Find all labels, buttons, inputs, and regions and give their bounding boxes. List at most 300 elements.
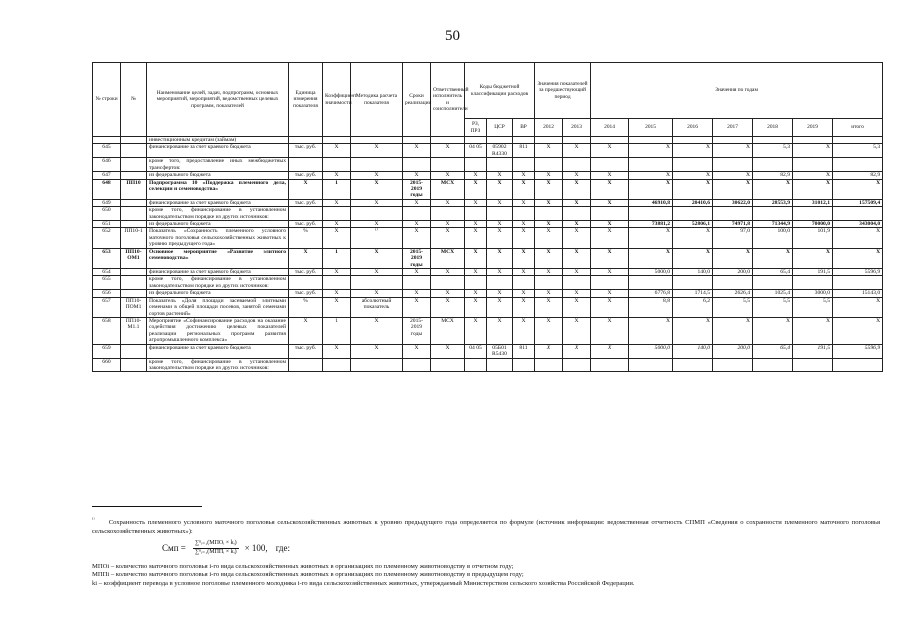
cell-total: 5,3	[833, 144, 883, 158]
cell-row-no: 654	[93, 269, 121, 276]
cell-2018: 65,4	[753, 269, 793, 276]
cell-2013: X	[563, 290, 591, 297]
cell-vr	[513, 276, 535, 290]
cell-total	[833, 207, 883, 221]
cell-csr: X	[487, 317, 513, 344]
cell-2012: X	[535, 317, 563, 344]
footnote-text	[92, 518, 880, 536]
cell-row-no: 656	[93, 290, 121, 297]
cell-vr: 811	[513, 144, 535, 158]
col-year-2015: 2015	[629, 119, 673, 137]
cell-coef: X	[323, 344, 351, 358]
cell-executor	[431, 207, 465, 221]
col-unit: Единица измерения показателя	[289, 63, 323, 137]
col-prior-values: Значения показателей за предшествующий период	[535, 63, 591, 119]
cell-2019: 191,5	[793, 344, 833, 358]
cell-total	[833, 358, 883, 372]
cell-2016	[673, 158, 713, 172]
cell-terms: X	[403, 344, 431, 358]
cell-2012	[535, 358, 563, 372]
cell-csr: X	[487, 290, 513, 297]
cell-csr: X	[487, 228, 513, 248]
cell-2012	[535, 137, 563, 144]
cell-coef: X	[323, 199, 351, 206]
cell-2014: X	[591, 248, 629, 268]
cell-csr: X	[487, 179, 513, 199]
cell-executor: МСХ	[431, 179, 465, 199]
cell-total: X	[833, 317, 883, 344]
cell-2015: X	[629, 179, 673, 199]
cell-2014: X	[591, 172, 629, 179]
cell-code	[121, 158, 147, 172]
cell-2016: 52806,1	[673, 221, 713, 228]
cell-name: Основное мероприятие «Развитие элитного семеноводства»	[147, 248, 289, 268]
cell-row-no: 660	[93, 358, 121, 372]
cell-total: 343004,0	[833, 221, 883, 228]
cell-name: Подпрограмма 10 «Поддержка племенного дела, селекции и семеноводства»	[147, 179, 289, 199]
cell-unit: тыс. руб.	[289, 172, 323, 179]
cell-2013	[563, 276, 591, 290]
cell-2015	[629, 276, 673, 290]
cell-2012	[535, 276, 563, 290]
formula-where: где:	[275, 542, 291, 553]
cell-2013: X	[563, 179, 591, 199]
cell-2018	[753, 276, 793, 290]
col-csr: ЦСР	[487, 119, 513, 137]
cell-total: 15143,0	[833, 290, 883, 297]
cell-row-no: 659	[93, 344, 121, 358]
page-number: 50	[445, 28, 460, 44]
cell-2019: X	[793, 144, 833, 158]
cell-vr: X	[513, 221, 535, 228]
cell-2018: 5,5	[753, 297, 793, 317]
cell-2012: X	[535, 344, 563, 358]
cell-rz: X	[465, 290, 487, 297]
table-row	[93, 269, 883, 276]
cell-2013: X	[563, 199, 591, 206]
cell-csr: 05902 R4330	[487, 144, 513, 158]
cell-2013: X	[563, 297, 591, 317]
col-year-2013: 2013	[563, 119, 591, 137]
cell-2013: X	[563, 344, 591, 358]
cell-csr	[487, 137, 513, 144]
cell-2018: 82,9	[753, 172, 793, 179]
cell-rz: X	[465, 199, 487, 206]
cell-vr	[513, 207, 535, 221]
cell-2013	[563, 137, 591, 144]
cell-terms: X	[403, 199, 431, 206]
cell-2017	[713, 137, 753, 144]
cell-terms	[403, 207, 431, 221]
cell-terms: X	[403, 221, 431, 228]
cell-2019: X	[793, 179, 833, 199]
cell-executor: X	[431, 290, 465, 297]
cell-name: Мероприятие «Софинансирование расходов на оказание содействия достижению целевых показателей реализации региональных программ развития агропромышленного комплекса»	[147, 317, 289, 344]
cell-code	[121, 290, 147, 297]
cell-code	[121, 358, 147, 372]
cell-method: X	[351, 172, 403, 179]
cell-rz	[465, 137, 487, 144]
cell-csr: X	[487, 172, 513, 179]
footnote	[92, 518, 880, 589]
col-budget-codes: Коды бюджетной классификации расходов	[465, 63, 535, 119]
cell-2016	[673, 358, 713, 372]
cell-row-no: 650	[93, 207, 121, 221]
cell-code	[121, 344, 147, 358]
cell-2019	[793, 207, 833, 221]
formula-tail: × 100,	[244, 542, 268, 553]
formula	[162, 540, 880, 557]
cell-2013: X	[563, 221, 591, 228]
cell-terms: X	[403, 228, 431, 248]
table-row	[93, 248, 883, 268]
cell-code	[121, 221, 147, 228]
cell-rz	[465, 158, 487, 172]
cell-vr	[513, 358, 535, 372]
cell-2019: 70000,0	[793, 221, 833, 228]
cell-total	[833, 276, 883, 290]
cell-csr	[487, 276, 513, 290]
cell-2015: 5000,0	[629, 344, 673, 358]
cell-terms	[403, 158, 431, 172]
cell-2015	[629, 207, 673, 221]
cell-terms: X	[403, 144, 431, 158]
cell-2017: 5,5	[713, 297, 753, 317]
cell-2018: 71344,9	[753, 221, 793, 228]
cell-total: X	[833, 228, 883, 248]
cell-unit	[289, 207, 323, 221]
cell-2018	[753, 158, 793, 172]
cell-coef	[323, 276, 351, 290]
cell-unit	[289, 158, 323, 172]
cell-2012	[535, 207, 563, 221]
cell-2019: X	[793, 172, 833, 179]
col-yearly-values: Значения по годам	[591, 63, 883, 119]
cell-2013: X	[563, 228, 591, 248]
cell-rz: X	[465, 297, 487, 317]
cell-2013: X	[563, 269, 591, 276]
cell-code	[121, 269, 147, 276]
cell-2013	[563, 358, 591, 372]
cell-csr: X	[487, 297, 513, 317]
cell-coef: X	[323, 297, 351, 317]
cell-2016: X	[673, 144, 713, 158]
cell-unit: тыс. руб.	[289, 144, 323, 158]
cell-row-no: 649	[93, 199, 121, 206]
cell-rz: X	[465, 269, 487, 276]
cell-2012: X	[535, 144, 563, 158]
cell-2016: 20410,6	[673, 199, 713, 206]
cell-vr	[513, 137, 535, 144]
cell-code	[121, 276, 147, 290]
cell-executor: X	[431, 221, 465, 228]
cell-row-no: 646	[93, 158, 121, 172]
cell-2012: X	[535, 297, 563, 317]
cell-rz: X	[465, 179, 487, 199]
cell-2015: X	[629, 172, 673, 179]
cell-2019: X	[793, 248, 833, 268]
cell-2018: 1025,4	[753, 290, 793, 297]
cell-2018	[753, 358, 793, 372]
cell-2014: X	[591, 144, 629, 158]
cell-coef: X	[323, 172, 351, 179]
cell-row-no	[93, 137, 121, 144]
cell-method: X	[351, 221, 403, 228]
cell-csr: X	[487, 248, 513, 268]
cell-2014	[591, 137, 629, 144]
cell-method	[351, 276, 403, 290]
cell-executor	[431, 158, 465, 172]
table-row	[93, 179, 883, 199]
cell-total: 5596,9	[833, 344, 883, 358]
cell-executor: МСХ	[431, 248, 465, 268]
cell-2014: X	[591, 297, 629, 317]
cell-name: финансирование за счет краевого бюджета	[147, 344, 289, 358]
cell-vr: X	[513, 290, 535, 297]
cell-2017: 2626,4	[713, 290, 753, 297]
cell-2017: X	[713, 317, 753, 344]
cell-2017: 200,0	[713, 344, 753, 358]
cell-coef: 1	[323, 317, 351, 344]
cell-rz: X	[465, 228, 487, 248]
cell-unit	[289, 358, 323, 372]
cell-row-no: 645	[93, 144, 121, 158]
cell-csr: X	[487, 269, 513, 276]
cell-2014: X	[591, 317, 629, 344]
cell-row-no: 657	[93, 297, 121, 317]
cell-vr: 811	[513, 344, 535, 358]
col-vr: ВР	[513, 119, 535, 137]
cell-unit: тыс. руб.	[289, 344, 323, 358]
table-row	[93, 158, 883, 172]
cell-unit: тыс. руб.	[289, 269, 323, 276]
formula-denominator: ∑ⁿᵢ₌₁(МППᵢ × kᵢ)	[194, 549, 237, 556]
cell-2016: X	[673, 317, 713, 344]
cell-code: ПП10-1	[121, 228, 147, 248]
cell-total: X	[833, 179, 883, 199]
definition-k: ki – коэффициент перевода в условное поголовье племенного молодняка i-го вида сельскохозяйственных животных, утверждаемый Министерством сельского хозяйства Российской Федерации.	[92, 580, 635, 588]
table-row	[93, 290, 883, 297]
cell-2012: X	[535, 172, 563, 179]
cell-total: 5596,9	[833, 269, 883, 276]
cell-2015	[629, 137, 673, 144]
col-year-2017: 2017	[713, 119, 753, 137]
cell-terms: X	[403, 290, 431, 297]
cell-2017: 200,0	[713, 269, 753, 276]
cell-code	[121, 137, 147, 144]
cell-terms: 2015-2019 годы	[403, 179, 431, 199]
cell-executor: X	[431, 172, 465, 179]
col-executor: Ответственный исполнитель и соисполнители	[431, 63, 465, 137]
cell-coef: X	[323, 221, 351, 228]
table-row	[93, 297, 883, 317]
cell-row-no: 647	[93, 172, 121, 179]
cell-2013	[563, 158, 591, 172]
cell-2016	[673, 207, 713, 221]
cell-unit: X	[289, 179, 323, 199]
cell-2019: 101,9	[793, 228, 833, 248]
table-row	[93, 172, 883, 179]
cell-code: ПП10-М1.1	[121, 317, 147, 344]
cell-unit	[289, 137, 323, 144]
cell-2019: 191,5	[793, 269, 833, 276]
cell-2018	[753, 137, 793, 144]
table-row	[93, 144, 883, 158]
cell-name: Показатель «Сохранность племенного условного маточного поголовья сельскохозяйственных животных к уровню предыдущего года»	[147, 228, 289, 248]
table-row	[93, 207, 883, 221]
cell-2017: X	[713, 172, 753, 179]
cell-2017: 30622,0	[713, 199, 753, 206]
cell-executor: X	[431, 228, 465, 248]
cell-2019	[793, 137, 833, 144]
col-name: Наименование целей, задач, подпрограмм, основных мероприятий, мероприятий, ведомственных целевых программ, показателей	[147, 63, 289, 137]
col-row-no: № строки	[93, 63, 121, 137]
cell-2016: 140,0	[673, 344, 713, 358]
cell-2014: X	[591, 221, 629, 228]
cell-csr: 05Б01 R5430	[487, 344, 513, 358]
cell-2015: X	[629, 144, 673, 158]
table-row	[93, 276, 883, 290]
table-row	[93, 317, 883, 344]
cell-csr	[487, 358, 513, 372]
table-row	[93, 228, 883, 248]
cell-2019: 5,5	[793, 297, 833, 317]
cell-method: X	[351, 179, 403, 199]
cell-method: X	[351, 144, 403, 158]
cell-code: ПП10-ОМ1	[121, 248, 147, 268]
cell-total	[833, 137, 883, 144]
cell-2015: 8,8	[629, 297, 673, 317]
cell-vr	[513, 158, 535, 172]
cell-name: финансирование за счет краевого бюджета	[147, 199, 289, 206]
program-table	[92, 62, 883, 372]
cell-2018: X	[753, 317, 793, 344]
cell-terms	[403, 358, 431, 372]
cell-2018: X	[753, 248, 793, 268]
cell-method	[351, 158, 403, 172]
cell-executor	[431, 358, 465, 372]
cell-2014: X	[591, 344, 629, 358]
cell-code	[121, 172, 147, 179]
cell-row-no: 658	[93, 317, 121, 344]
cell-row-no: 652	[93, 228, 121, 248]
cell-2016: 140,0	[673, 269, 713, 276]
cell-2017: X	[713, 248, 753, 268]
definition-mpo: МПОi – количество маточного поголовья i-го вида сельскохозяйственных животных в организациях по племенному животноводству в отчетном году;	[92, 562, 514, 570]
cell-method	[351, 358, 403, 372]
cell-unit: тыс. руб.	[289, 221, 323, 228]
cell-name: из федерального бюджета	[147, 290, 289, 297]
col-year-2018: 2018	[753, 119, 793, 137]
col-year-2012: 2012	[535, 119, 563, 137]
cell-2017	[713, 276, 753, 290]
cell-executor: МСХ	[431, 317, 465, 344]
cell-2016	[673, 276, 713, 290]
cell-2015	[629, 358, 673, 372]
cell-csr	[487, 207, 513, 221]
cell-2018: 28553,9	[753, 199, 793, 206]
cell-method: X	[351, 317, 403, 344]
cell-csr	[487, 158, 513, 172]
cell-name: инвестиционным кредитам (займам)	[147, 137, 289, 144]
cell-2016: 6,2	[673, 297, 713, 317]
cell-coef: 1	[323, 179, 351, 199]
cell-name: кроме того, финансирование в установленном законодательством порядке из других источников:	[147, 207, 289, 221]
cell-2013	[563, 207, 591, 221]
cell-name: Показатель «Доля площади засеваемой элитными семенами в общей площади посевов, занятой семенами сортов растений»	[147, 297, 289, 317]
cell-2014: X	[591, 269, 629, 276]
cell-2014	[591, 158, 629, 172]
cell-coef: X	[323, 144, 351, 158]
cell-2016	[673, 137, 713, 144]
cell-2016: X	[673, 179, 713, 199]
cell-2012: X	[535, 179, 563, 199]
cell-executor	[431, 137, 465, 144]
col-rz: РЗ, ПРЗ	[465, 119, 487, 137]
cell-2019: 3000,0	[793, 290, 833, 297]
cell-method: X	[351, 248, 403, 268]
cell-method: X	[351, 199, 403, 206]
cell-coef: X	[323, 290, 351, 297]
cell-coef	[323, 158, 351, 172]
cell-2019	[793, 158, 833, 172]
cell-method: X	[351, 344, 403, 358]
cell-total	[833, 158, 883, 172]
cell-2015: 73881,2	[629, 221, 673, 228]
cell-name: финансирование за счет краевого бюджета	[147, 269, 289, 276]
cell-terms: 2015-2019 годы	[403, 248, 431, 268]
cell-name: из федерального бюджета	[147, 221, 289, 228]
formula-numerator: ∑ⁿᵢ₌₁(МПОᵢ × kᵢ)	[193, 540, 239, 549]
cell-2017	[713, 207, 753, 221]
cell-2019: X	[793, 317, 833, 344]
cell-method	[351, 207, 403, 221]
cell-2012: X	[535, 228, 563, 248]
cell-2014: X	[591, 228, 629, 248]
cell-2019: 31012,1	[793, 199, 833, 206]
cell-2019	[793, 276, 833, 290]
cell-total: X	[833, 297, 883, 317]
cell-terms: X	[403, 172, 431, 179]
cell-executor: X	[431, 269, 465, 276]
cell-total: 82,9	[833, 172, 883, 179]
col-year-2016: 2016	[673, 119, 713, 137]
cell-2014: X	[591, 179, 629, 199]
cell-method	[351, 137, 403, 144]
cell-2016: X	[673, 248, 713, 268]
cell-rz	[465, 358, 487, 372]
cell-2017: X	[713, 179, 753, 199]
footnote-body: Сохранность племенного условного маточного поголовья сельскохозяйственных животных к уровню предыдущего года определяется по формуле (источник информации: ведомственная отчетность СПМП «Сведения о сохранности племенного маточного поголовья сельскохозяйственных животных»):	[92, 519, 880, 535]
cell-method: X	[351, 269, 403, 276]
cell-terms: X	[403, 297, 431, 317]
cell-total: 157509,4	[833, 199, 883, 206]
cell-rz: 04 05	[465, 144, 487, 158]
formula-lhs: Смп =	[162, 542, 186, 553]
cell-rz: 04 05	[465, 344, 487, 358]
cell-rz	[465, 207, 487, 221]
cell-rz: X	[465, 248, 487, 268]
cell-executor: X	[431, 297, 465, 317]
cell-2018: 5,3	[753, 144, 793, 158]
cell-2018: 100,0	[753, 228, 793, 248]
cell-2017	[713, 158, 753, 172]
cell-unit: %	[289, 297, 323, 317]
cell-2012: X	[535, 248, 563, 268]
cell-coef: X	[323, 269, 351, 276]
cell-vr: X	[513, 172, 535, 179]
cell-vr: X	[513, 317, 535, 344]
